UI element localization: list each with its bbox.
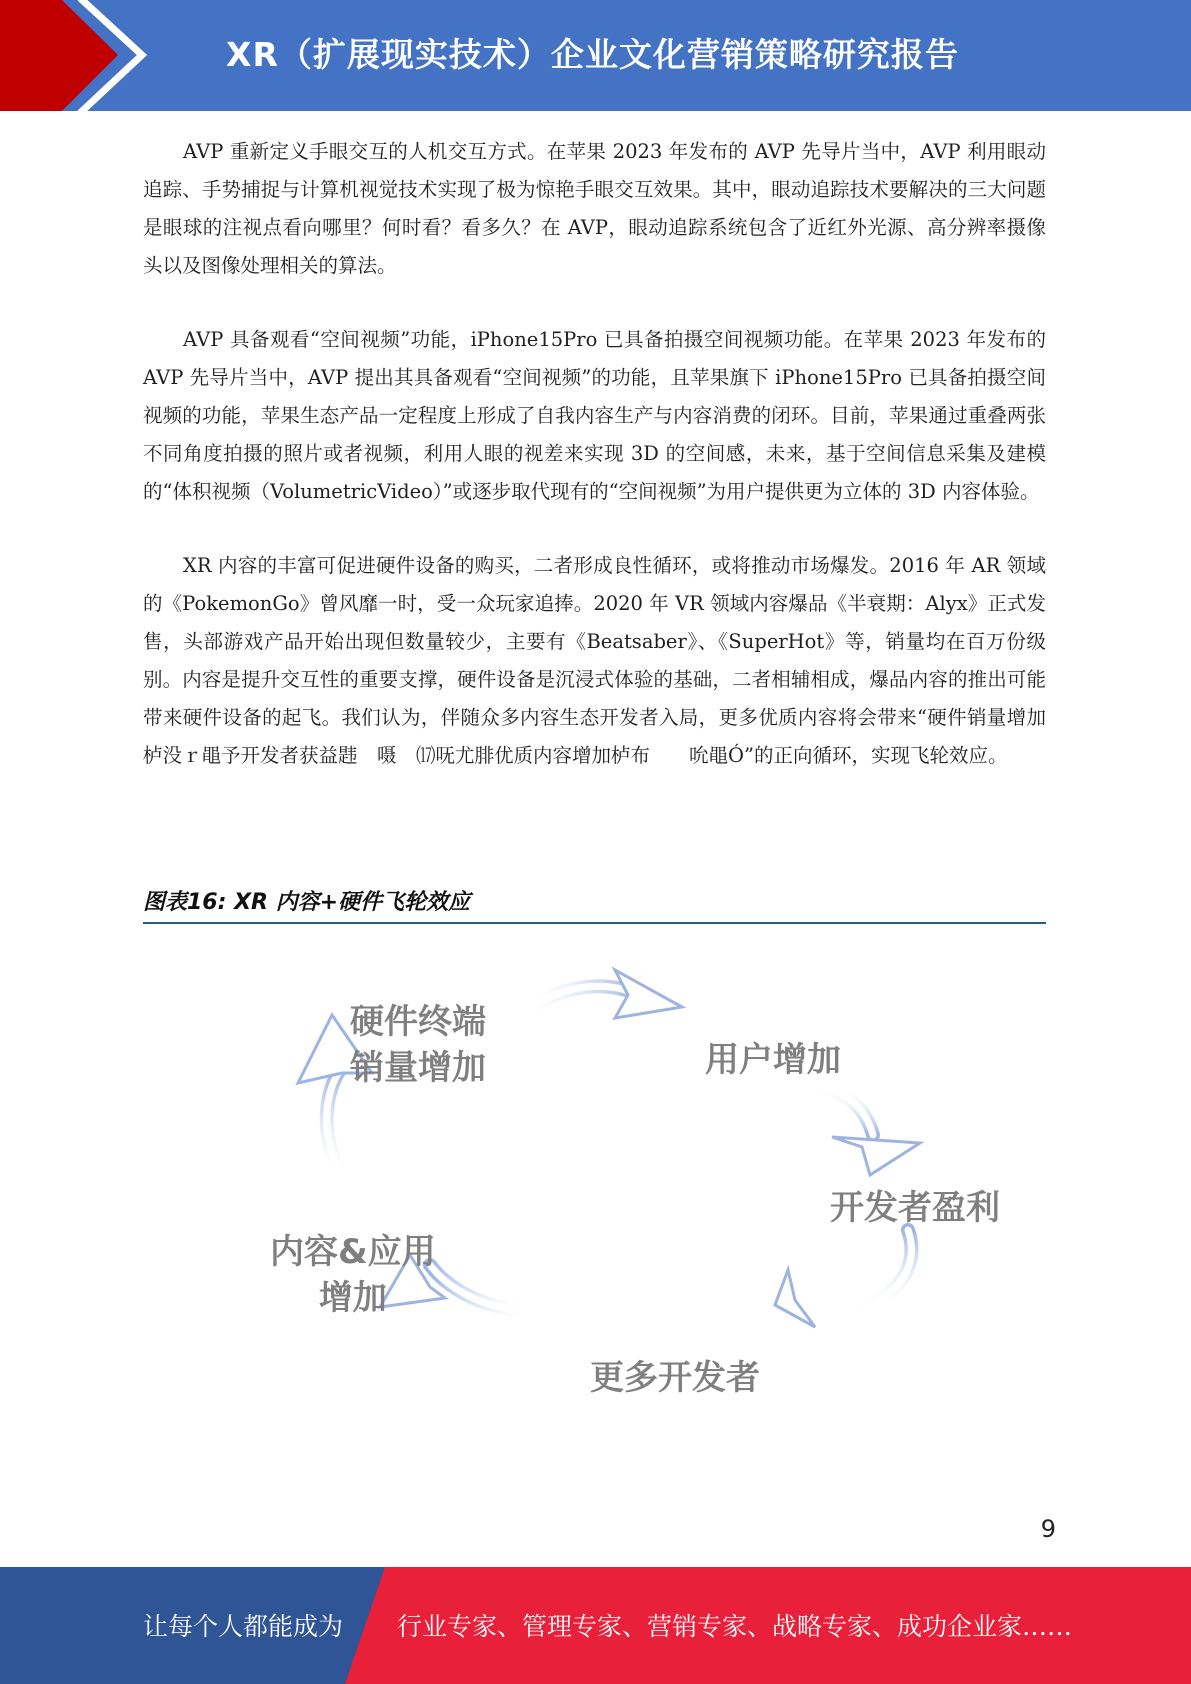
node-line: 内容&应用 xyxy=(270,1232,436,1272)
page-header xyxy=(0,0,1191,111)
paragraph: AVP 具备观看“空间视频”功能，iPhone15Pro 已具备拍摄空间视频功能。在苹果 2023 年发布的 AVP 先导片当中，AVP 提出其具备观看“空间视频”的功能，且苹果旗下 iPhone15Pro 已具备拍摄空间视频的功能，苹果生态产品一定程度上形成了自我内容生产与内容消费的闭环。目前，苹果通过重叠两张不同角度拍摄的照片或者视频，利用人眼的视差来实现 3D 的空间感，未来，基于空间信息采集及建模的“体积视频（VolumetricVideo）”或逐步取代现有的“空间视频”为用户提供更为立体的 3D 内容体验。 xyxy=(143,328,1046,503)
arrow-right-top-icon xyxy=(805,1085,920,1175)
figure-caption xyxy=(143,884,1046,924)
paragraph: XR 内容的丰富可促进硬件设备的购买，二者形成良性循环，或将推动市场爆发。2016 年 AR 领域的《PokemonGo》曾风靡一时，受一众玩家追捧。2020 年 VR 领域内容爆品《半衰期：Alyx》正式发售，头部游戏产品开始出现但数量较少，主要有《Beatsaber》、《SuperHot》等，销量均在百万份级别。内容是提升交互性的重要支撑，硬件设备是沉浸式体验的基础，二者相辅相成，爆品内容的推出可能带来硬件设备的起飞。我们认为，伴随众多内容生态开发者入局，更多优质内容将会带来“硬件销量增加栌没ｒ黽予开发者获益韪 嗫 ⒄呒尤腓优质内容增加栌布 吮黽Ó”的正向循环，实现飞轮效应。 xyxy=(143,554,1046,767)
node-line: 开发者盈利 xyxy=(830,1188,1000,1228)
node-hardware-sales xyxy=(350,999,486,1091)
figure-caption-text: 图表16: XR 内容+硬件飞轮效应 xyxy=(143,890,471,915)
flywheel-diagram xyxy=(230,965,1030,1405)
footer-slogan-left: 让每个人都能成为 xyxy=(143,1612,344,1641)
report-title: XR（扩展现实技术）企业文化营销策略研究报告 xyxy=(226,35,959,74)
node-developer-profit xyxy=(830,1185,1000,1231)
node-line: 增加 xyxy=(318,1278,387,1318)
node-content-growth xyxy=(270,1229,436,1321)
node-user-growth xyxy=(705,1037,841,1083)
paragraph: AVP 重新定义手眼交互的人机交互方式。在苹果 2023 年发布的 AVP 先导片当中，AVP 利用眼动追踪、手势捕捉与计算机视觉技术实现了极为惊艳手眼交互效果。其中，眼动追踪技术要解决的三大问题是眼球的注视点看向哪里？何时看？看多久？在 AVP，眼动追踪系统包含了近红外光源、高分辨率摄像头以及图像处理相关的算法。 xyxy=(143,140,1046,277)
header-chevron-icon xyxy=(0,0,160,111)
arrow-top-icon xyxy=(520,970,682,1018)
page-number: 9 xyxy=(1040,1515,1056,1543)
node-more-developers xyxy=(590,1355,760,1401)
node-line: 用户增加 xyxy=(705,1040,841,1080)
body-text xyxy=(143,133,1046,811)
node-line: 更多开发者 xyxy=(590,1358,760,1398)
page-footer xyxy=(0,1567,1191,1684)
footer-slogan-right: 行业专家、管理专家、营销专家、战略专家、成功企业家…… xyxy=(397,1612,1073,1641)
node-line: 硬件终端 xyxy=(350,1002,486,1042)
arrow-right-bottom-icon xyxy=(775,1230,911,1327)
node-line: 销量增加 xyxy=(350,1048,486,1088)
